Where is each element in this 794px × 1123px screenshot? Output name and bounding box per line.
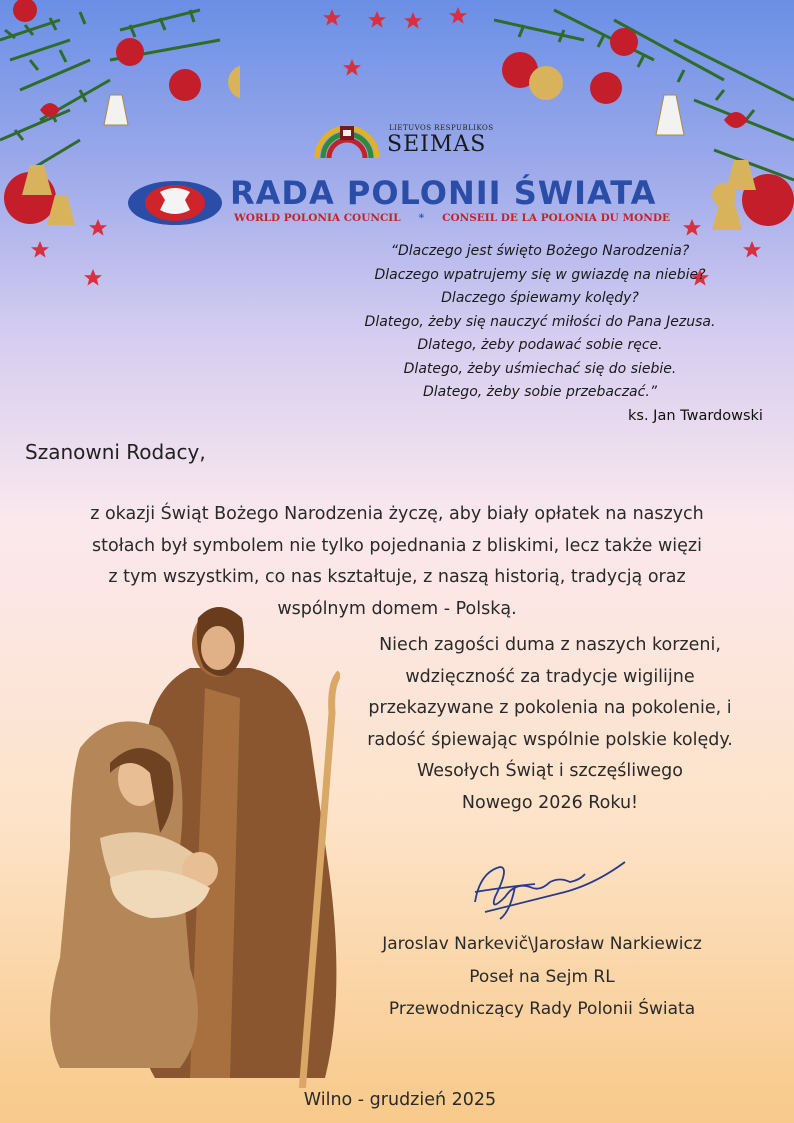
star-icon	[683, 219, 701, 236]
quote-author: ks. Jan Twardowski	[628, 408, 763, 424]
paragraph-line: Nowego 2026 Roku!	[461, 792, 639, 813]
rada-subtitle	[234, 212, 670, 224]
rada-title: RADA POLONII ŚWIATA	[230, 174, 657, 212]
paragraph-line: radość śpiewając wspólnie polskie kolędy.	[367, 729, 733, 750]
quote-line: Dlaczego śpiewamy kolędy?	[441, 290, 639, 306]
seimas-emblem-icon	[313, 118, 381, 162]
star-icon	[368, 11, 386, 28]
paragraph-line: Wesołych Świąt i szczęśliwego	[417, 761, 683, 781]
paragraph-line: z tym wszystkim, co nas kształtuje, z naszą historią, tradycją oraz	[108, 567, 686, 587]
paragraph-2	[330, 630, 770, 819]
holy-family-figure	[40, 598, 340, 1088]
star-icon	[31, 241, 49, 258]
star-icon	[743, 241, 761, 258]
seimas-logo	[313, 118, 493, 164]
paragraph-line: z okazji Świąt Bożego Narodzenia życzę, aby biały opłatek na naszych	[90, 504, 704, 524]
quote-line: “Dlaczego jest święto Bożego Narodzenia?	[390, 243, 690, 259]
signature-block	[340, 928, 744, 1026]
star-icon	[404, 12, 422, 29]
quote-line: Dlaczego wpatrujemy się w gwiazdę na niebie?	[374, 266, 706, 283]
rada-subtitle-en: WORLD POLONIA COUNCIL	[234, 212, 401, 224]
paragraph-line: wspólnym domem - Polską.	[277, 598, 517, 619]
rada-subtitle-separator: *	[418, 212, 425, 224]
signer-role: Poseł na Sejm RL	[469, 966, 615, 987]
greeting: Szanowni Rodacy,	[25, 440, 206, 464]
star-icon	[89, 219, 107, 236]
quote-block	[340, 240, 740, 405]
seimas-title: SEIMAS	[387, 132, 487, 157]
quote-line: Dlatego, żeby podawać sobie ręce.	[417, 337, 663, 353]
rada-subtitle-fr: CONSEIL DE LA POLONIA DU MONDE	[442, 212, 670, 224]
star-icon	[323, 9, 341, 26]
paragraph-line: Niech zagości duma z naszych korzeni,	[379, 635, 721, 655]
paragraph-line: przekazywane z pokolenia na pokolenie, i	[368, 698, 732, 718]
place-date: Wilno - grudzień 2025	[303, 1090, 497, 1110]
star-icon	[449, 7, 467, 24]
quote-line: Dlatego, żeby się nauczyć miłości do Pana Jezusa.	[364, 313, 716, 330]
star-icon	[84, 269, 102, 286]
signature-icon	[455, 852, 635, 922]
quote-line: Dlatego, żeby sobie przebaczać.”	[422, 384, 658, 400]
seimas-subtitle: LIETUVOS RESPUBLIKOS	[389, 124, 494, 132]
paragraph-line: wdzięczność za tradycje wigilijne	[405, 666, 695, 687]
star-icon	[343, 59, 361, 76]
paragraph-line: stołach był symbolem nie tylko pojednania z bliskimi, lecz także więzi	[92, 535, 702, 556]
polonia-eagle-icon	[125, 178, 225, 228]
quote-line: Dlatego, żeby uśmiechać się do siebie.	[403, 360, 677, 377]
signer-name: Jaroslav Narkevič\Jarosław Narkiewicz	[382, 934, 702, 954]
signer-role: Przewodniczący Rady Polonii Świata	[388, 999, 696, 1019]
